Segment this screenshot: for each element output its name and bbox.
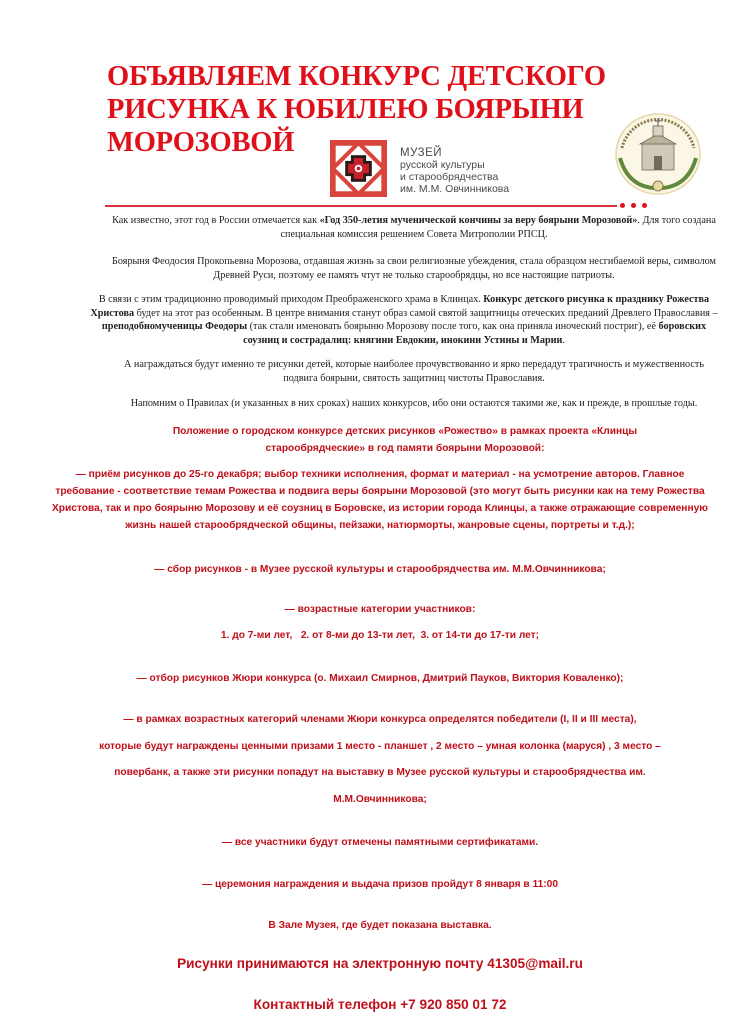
- church-wreath-emblem-icon: [608, 108, 708, 196]
- page-title: ОБЪЯВЛЯЕМ КОНКУРС ДЕТСКОГО РИСУНКА К ЮБИЛЕЮ БОЯРЫНИ МОРОЗОВОЙ: [107, 61, 606, 158]
- text: .: [562, 334, 565, 346]
- rule-item-certificates: — все участники будут отмечены памятными сертификатами.: [221, 837, 539, 848]
- text: А награждаться будут именно те рисунки детей, которые наиболее прочувствованно и ярко передадут трагичность и мужественность подвига боярыни, святость защитниц чистоты Православия.: [123, 359, 704, 384]
- museum-name-line: и старообрядчества: [400, 171, 499, 183]
- bold-text: боровских соузниц и сострадалиц: княгини Евдокии, инокини Устины и Марии: [243, 321, 707, 346]
- dot: [631, 203, 636, 208]
- bold-text: Конкурс детского рисунка к празднику Рожества Христова: [90, 294, 710, 319]
- divider-dots: [620, 203, 656, 211]
- museum-name-line: МУЗЕЙ: [400, 147, 443, 159]
- text: Как известно, этот год в России отмечается как: [112, 215, 320, 226]
- rule-item-winners-line3: повербанк, а также эти рисунки попадут на выставку в Музее русской культуры и старообрядчества им.: [114, 767, 646, 778]
- rule-item-winners-line2: которые будут награждены ценными призами 1 место - планшет , 2 место – умная колонка (маруся) , 3 место –: [99, 741, 661, 752]
- intro-paragraph-5: [108, 397, 720, 411]
- dot: [642, 203, 647, 208]
- header-divider: [105, 205, 617, 207]
- intro-paragraph-1: [108, 214, 720, 241]
- rule-item-submission: — приём рисунков до 25-го декабря; выбор техники исполнения, формат и материал - на усмотрение авторов. Главное требование - соответствие темам Рожества и подвига веры боярыни Морозовой (это могут быть рисунки как на тему Рожества Христова, так и про боярыню Морозову и её соузниц в Боровске, из истории города Клинцы, а также отражающие современную жизнь нашей старообрядческой общины, пейзажи, натюрморты, жанровые сцены, портреты и т.д.);: [52, 469, 708, 531]
- age-groups: 1. до 7-ми лет, 2. от 8-ми до 13-ти лет, 3. от 14-ти до 17-ти лет;: [220, 630, 540, 641]
- museum-name-line: русской культуры: [400, 159, 485, 171]
- bold-text: преподобномученицы Феодоры: [101, 321, 248, 332]
- rules-heading: Положение о городском конкурсе детских рисунков «Рожество» в рамках проекта «Клинцы старообрядческие» в год памяти боярыни Морозовой:: [172, 426, 638, 454]
- text: (так стали именовать боярыню Морозову после того, как она приняла иноческий постриг), её: [247, 321, 659, 332]
- rule-item-jury: — отбор рисунков Жюри конкурса (о. Михаил Смирнов, Дмитрий Пауков, Виктория Коваленко);: [136, 673, 624, 684]
- rule-item-exhibition-hall: В Зале Музея, где будет показана выставка.: [268, 920, 492, 931]
- text: В связи с этим традиционно проводимый приходом Преображенского храма в Клинцах.: [98, 294, 484, 305]
- text: . Для того создана специальная комиссия решением Совета Митрополии РПСЦ.: [280, 215, 716, 240]
- rule-item-ceremony: — церемония награждения и выдача призов пройдут 8 января в 11:00: [201, 879, 559, 890]
- ornament-emblem-icon: [330, 140, 387, 197]
- intro-paragraph-3: [84, 293, 724, 347]
- intro-paragraph-2: [108, 255, 720, 282]
- rule-item-age-categories: — возрастные категории участников:: [284, 604, 476, 615]
- phone-line: Контактный телефон +7 920 850 01 72: [253, 997, 507, 1012]
- text: Напомним о Правилах (и указанных в них сроках) наших конкурсов, ибо они остаются такими же, как и прежде, в прошлые годы.: [130, 398, 698, 409]
- text: будет на этот раз особенным. В центре внимания станут образ самой святой защитницы отеческих преданий Древлего Православия –: [134, 307, 718, 319]
- intro-paragraph-4: [108, 358, 720, 385]
- museum-name: [400, 147, 509, 195]
- rule-item-collection: — сбор рисунков - в Музее русской культуры и старообрядчества им. М.М.Овчинникова;: [154, 564, 606, 575]
- email-line: Рисунки принимаются на электронную почту 41305@mail.ru: [177, 956, 583, 971]
- rule-item-winners-line4: М.М.Овчинникова;: [333, 794, 427, 805]
- dot: [620, 203, 625, 208]
- rule-item-winners-line1: — в рамках возрастных категорий членами Жюри конкурса определятся победители (I, II и III места),: [123, 714, 637, 725]
- bold-text: «Год 350-летия мученической кончины за веру боярыни Морозовой»: [319, 215, 638, 226]
- museum-logo: [330, 140, 510, 200]
- museum-name-line: им. М.М. Овчинникова: [400, 183, 510, 195]
- text: Боярыня Феодосия Прокопьевна Морозова, отдавшая жизнь за свои религиозные убеждения, стала образцом несгибаемой веры, символом Древней Руси, поэтому ее память чтут не только старообрядцы, но все настоящие патриоты.: [112, 256, 716, 281]
